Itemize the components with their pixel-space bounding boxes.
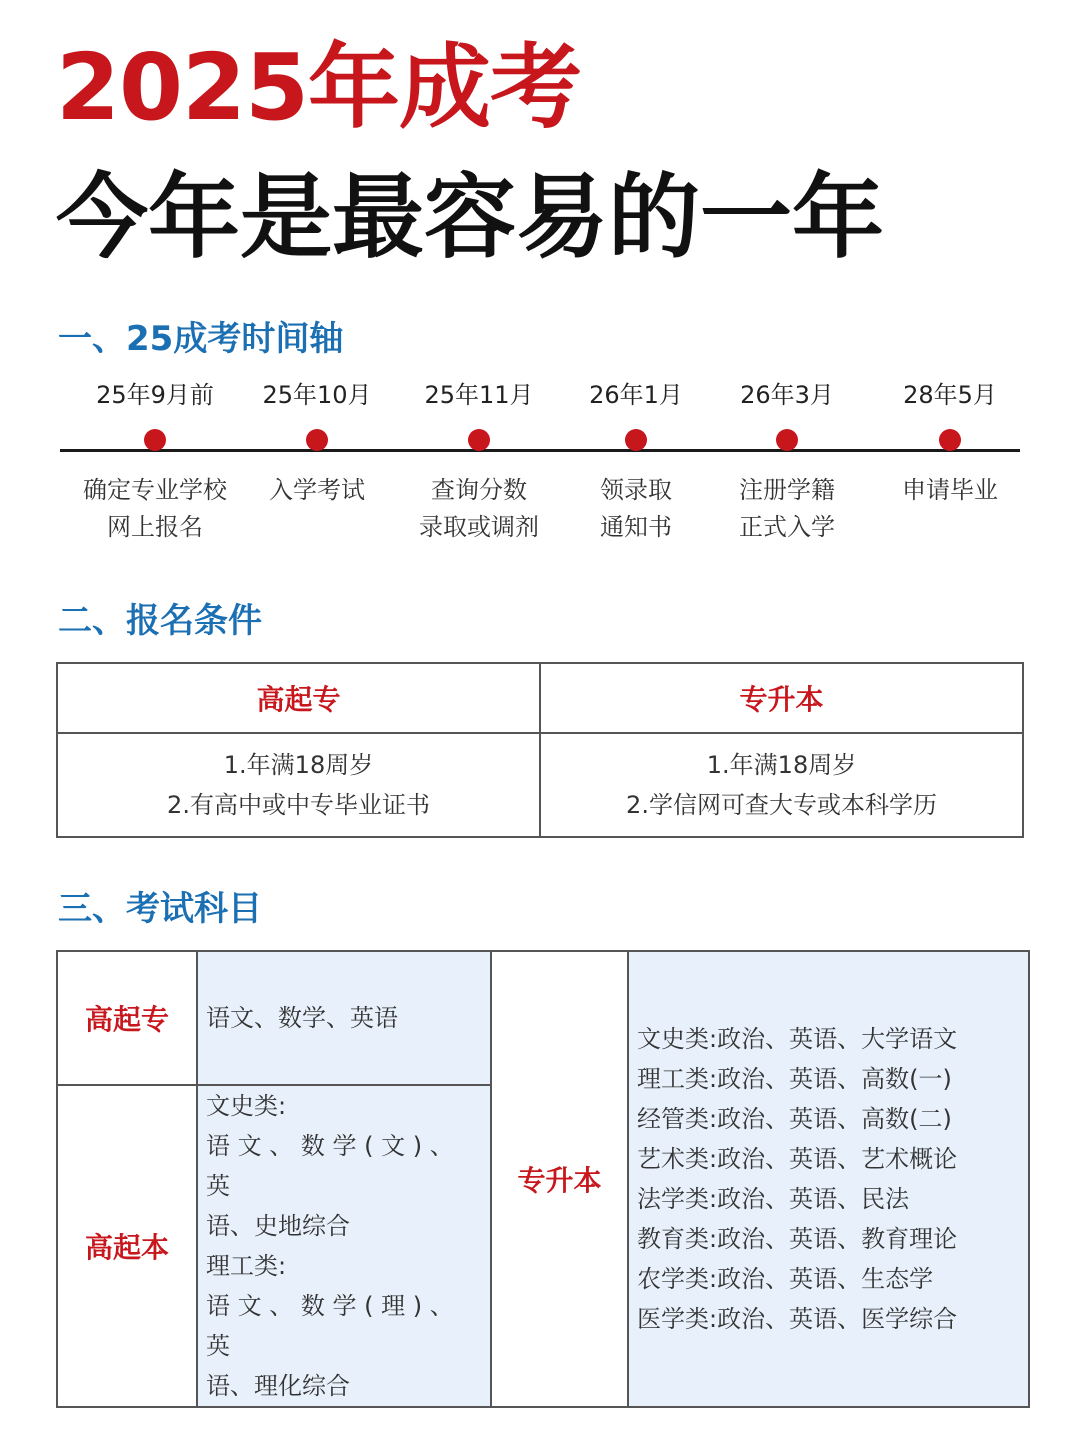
subjects-label-gqz: 高起专 <box>57 951 197 1085</box>
timeline-desc: 领录取 通知书 <box>600 476 672 541</box>
timeline-desc: 申请毕业 <box>902 476 998 504</box>
timeline-date: 25年9月前 <box>96 381 214 409</box>
subjects-content-zsb: 文史类:政治、英语、大学语文 理工类:政治、英语、高数(一) 经管类:政治、英语、高数(二) 艺术类:政治、英语、艺术概论 法学类:政治、英语、民法 教育类:政治、英语、教育理论 农学类:政治、英语、生态学 医学类:政治、英语、医学综合 <box>628 951 1029 1407</box>
requirements-heading: 二、报名条件 <box>58 601 262 641</box>
timeline-item <box>65 380 245 546</box>
subjects-table <box>56 950 1030 1408</box>
subjects-heading: 三、考试科目 <box>58 889 262 929</box>
timeline-desc: 确定专业学校 网上报名 <box>83 476 227 541</box>
timeline-dot <box>144 429 166 451</box>
timeline-date: 25年10月 <box>262 381 372 409</box>
timeline-date: 25年11月 <box>424 381 534 409</box>
subjects-content-gqb: 文史类: 语 文 、 数 学 ( 文 ) 、 英 语、史地综合 理工类: 语 文 、 数 学 ( 理 ) 、 英 语、理化综合 <box>197 1085 491 1407</box>
timeline-date: 26年1月 <box>589 381 683 409</box>
timeline <box>0 380 1080 560</box>
subjects-content-gqz: 语文、数学、英语 <box>197 951 491 1085</box>
requirements-body-zsb: 1.年满18周岁 2.学信网可查大专或本科学历 <box>540 733 1023 837</box>
timeline-desc: 查询分数 录取或调剂 <box>419 476 539 541</box>
timeline-item <box>697 380 877 546</box>
timeline-item <box>227 380 407 509</box>
timeline-dot <box>625 429 647 451</box>
subjects-label-gqb: 高起本 <box>57 1085 197 1407</box>
timeline-date: 26年3月 <box>740 381 834 409</box>
timeline-desc: 注册学籍 正式入学 <box>739 476 835 541</box>
timeline-item <box>860 380 1040 509</box>
requirements-header-gqz: 高起专 <box>57 663 540 733</box>
timeline-dot <box>468 429 490 451</box>
timeline-item <box>389 380 569 546</box>
timeline-desc: 入学考试 <box>269 476 365 504</box>
timeline-dot <box>939 429 961 451</box>
main-title: 2025年成考 <box>56 34 582 141</box>
subjects-label-zsb: 专升本 <box>491 951 628 1407</box>
requirements-header-zsb: 专升本 <box>540 663 1023 733</box>
timeline-dot <box>306 429 328 451</box>
timeline-heading: 一、25成考时间轴 <box>58 319 344 359</box>
requirements-table <box>56 662 1024 838</box>
main-subtitle: 今年是最容易的一年 <box>56 164 885 271</box>
timeline-date: 28年5月 <box>903 381 997 409</box>
requirements-body-gqz: 1.年满18周岁 2.有高中或中专毕业证书 <box>57 733 540 837</box>
timeline-dot <box>776 429 798 451</box>
